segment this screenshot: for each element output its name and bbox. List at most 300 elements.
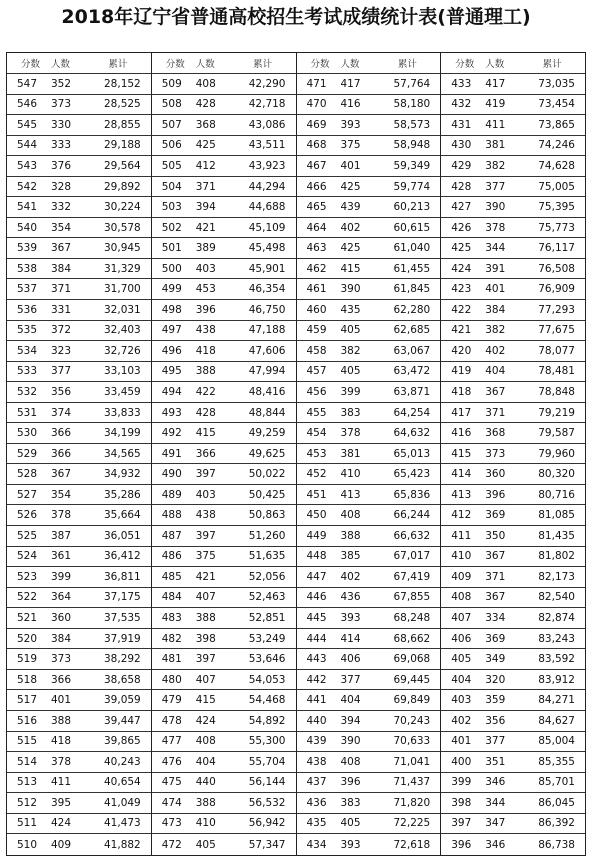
page-title: 2018年辽宁省普通高校招生考试成绩统计表(普通理工) (61, 6, 531, 28)
cumulative-cell: 56,144 (248, 776, 286, 789)
count-cell: 390 (340, 283, 361, 296)
cumulative-cell: 52,851 (248, 611, 286, 624)
score-cell: 401 (451, 735, 472, 748)
score-table (6, 52, 586, 856)
cumulative-cell: 29,564 (104, 159, 141, 172)
table-blocks (7, 53, 585, 855)
table-column-block (151, 53, 296, 855)
cumulative-cell: 51,260 (248, 529, 286, 542)
count-cell: 418 (195, 344, 216, 357)
score-cell: 512 (17, 796, 38, 809)
score-cell: 495 (161, 365, 182, 378)
table-row (7, 773, 151, 794)
score-cell: 424 (451, 262, 472, 275)
count-cell: 387 (51, 529, 72, 542)
table-row (441, 341, 585, 362)
cumulative-cell: 49,625 (248, 447, 286, 460)
table-row (152, 773, 296, 794)
score-cell: 430 (451, 139, 472, 152)
count-cell: 412 (195, 159, 216, 172)
cumulative-cell: 38,658 (104, 673, 141, 686)
score-cell: 451 (306, 488, 327, 501)
score-cell: 511 (17, 817, 38, 830)
count-cell: 384 (51, 262, 72, 275)
cumulative-cell: 86,392 (538, 817, 575, 830)
score-cell: 485 (161, 570, 182, 583)
score-header: 分数 (455, 59, 475, 70)
count-cell: 384 (485, 303, 506, 316)
table-row (441, 814, 585, 835)
table-row (7, 197, 151, 218)
table-row (441, 218, 585, 239)
table-column-block (296, 53, 441, 855)
score-cell: 506 (161, 139, 182, 152)
table-row (441, 732, 585, 753)
cumulative-cell: 41,049 (104, 796, 141, 809)
cumulative-cell: 28,152 (104, 77, 141, 90)
cumulative-cell: 82,540 (538, 591, 575, 604)
score-cell: 460 (306, 303, 327, 316)
count-cell: 388 (195, 796, 216, 809)
cumulative-cell: 62,280 (393, 303, 431, 316)
score-cell: 469 (306, 118, 327, 131)
score-cell: 464 (306, 221, 327, 234)
table-row (7, 95, 151, 116)
score-cell: 473 (161, 817, 182, 830)
cumulative-cell: 45,901 (248, 262, 286, 275)
score-cell: 419 (451, 365, 472, 378)
table-row (152, 711, 296, 732)
count-cell: 397 (195, 468, 216, 481)
count-cell: 328 (51, 180, 72, 193)
score-cell: 491 (161, 447, 182, 460)
table-row (297, 403, 441, 424)
cumulative-cell: 40,243 (104, 755, 141, 768)
count-cell: 401 (340, 159, 361, 172)
table-row (441, 95, 585, 116)
score-cell: 521 (17, 611, 38, 624)
count-cell: 331 (51, 303, 72, 316)
score-cell: 509 (161, 77, 182, 90)
count-cell: 377 (485, 735, 506, 748)
count-cell: 389 (195, 242, 216, 255)
count-cell: 346 (485, 776, 506, 789)
table-row (7, 793, 151, 814)
table-row (297, 423, 441, 444)
count-cell: 366 (195, 447, 216, 460)
table-row (152, 197, 296, 218)
count-cell: 425 (195, 139, 216, 152)
cumulative-cell: 61,455 (393, 262, 431, 275)
score-cell: 465 (306, 201, 327, 214)
count-cell: 350 (485, 529, 506, 542)
cumulative-cell: 49,259 (248, 427, 286, 440)
table-row (441, 629, 585, 650)
score-cell: 494 (161, 385, 182, 398)
score-cell: 475 (161, 776, 182, 789)
score-cell: 520 (17, 632, 38, 645)
cumulative-cell: 50,425 (248, 488, 286, 501)
count-header: 人数 (51, 59, 71, 70)
table-row (441, 403, 585, 424)
score-cell: 537 (17, 283, 38, 296)
table-row (297, 238, 441, 259)
score-cell: 447 (306, 570, 327, 583)
count-cell: 371 (51, 283, 72, 296)
cumulative-cell: 76,117 (538, 242, 575, 255)
score-cell: 432 (451, 98, 472, 111)
table-row (7, 588, 151, 609)
cumulative-cell: 54,892 (248, 714, 286, 727)
count-cell: 421 (195, 221, 216, 234)
score-cell: 492 (161, 427, 182, 440)
count-cell: 393 (340, 118, 361, 131)
count-cell: 368 (485, 427, 506, 440)
cumulative-cell: 31,700 (104, 283, 141, 296)
count-cell: 364 (51, 591, 72, 604)
table-row (441, 547, 585, 568)
count-cell: 377 (340, 673, 361, 686)
cumulative-cell: 58,573 (393, 118, 431, 131)
cumulative-cell: 37,535 (104, 611, 141, 624)
count-cell: 404 (485, 365, 506, 378)
table-row (297, 567, 441, 588)
count-cell: 359 (485, 694, 506, 707)
count-cell: 385 (340, 550, 361, 563)
count-cell: 403 (195, 262, 216, 275)
cumulative-cell: 85,355 (538, 755, 575, 768)
table-row (7, 567, 151, 588)
count-cell: 383 (340, 796, 361, 809)
score-cell: 487 (161, 529, 182, 542)
table-row (7, 300, 151, 321)
table-row (441, 773, 585, 794)
score-cell: 546 (17, 98, 38, 111)
count-cell: 388 (195, 611, 216, 624)
table-row (297, 608, 441, 629)
score-cell: 515 (17, 735, 38, 748)
table-row (297, 547, 441, 568)
score-cell: 525 (17, 529, 38, 542)
score-cell: 448 (306, 550, 327, 563)
score-cell: 498 (161, 303, 182, 316)
cumulative-cell: 63,871 (393, 385, 431, 398)
score-cell: 420 (451, 344, 472, 357)
score-cell: 481 (161, 653, 182, 666)
table-row (152, 629, 296, 650)
table-row (297, 197, 441, 218)
cumulative-cell: 73,454 (538, 98, 575, 111)
score-cell: 508 (161, 98, 182, 111)
count-cell: 378 (51, 755, 72, 768)
count-cell: 405 (340, 324, 361, 337)
count-cell: 415 (195, 694, 216, 707)
table-row (441, 588, 585, 609)
table-row (152, 136, 296, 157)
cumulative-cell: 29,188 (104, 139, 141, 152)
count-cell: 408 (195, 735, 216, 748)
count-cell: 402 (340, 570, 361, 583)
table-row (7, 444, 151, 465)
count-cell: 415 (195, 427, 216, 440)
table-row (152, 321, 296, 342)
count-cell: 360 (485, 468, 506, 481)
table-row (441, 670, 585, 691)
count-cell: 404 (340, 694, 361, 707)
count-cell: 371 (195, 180, 216, 193)
table-row (441, 136, 585, 157)
cumulative-cell: 52,056 (248, 570, 286, 583)
score-cell: 542 (17, 180, 38, 193)
table-row (441, 464, 585, 485)
count-cell: 371 (485, 570, 506, 583)
count-cell: 367 (51, 468, 72, 481)
cumulative-cell: 47,188 (248, 324, 286, 337)
cumulative-cell: 54,468 (248, 694, 286, 707)
table-row (152, 649, 296, 670)
score-cell: 461 (306, 283, 327, 296)
score-cell: 528 (17, 468, 38, 481)
cumulative-cell: 39,447 (104, 714, 141, 727)
score-cell: 440 (306, 714, 327, 727)
table-row (7, 74, 151, 95)
score-cell: 477 (161, 735, 182, 748)
score-cell: 544 (17, 139, 38, 152)
cumulative-cell: 84,627 (538, 714, 575, 727)
count-cell: 372 (51, 324, 72, 337)
score-cell: 407 (451, 611, 472, 624)
score-cell: 414 (451, 468, 472, 481)
score-cell: 533 (17, 365, 38, 378)
score-cell: 504 (161, 180, 182, 193)
score-cell: 493 (161, 406, 182, 419)
cumulative-header: 累计 (108, 59, 128, 70)
cumulative-cell: 46,354 (248, 283, 286, 296)
score-cell: 484 (161, 591, 182, 604)
cumulative-cell: 77,675 (538, 324, 575, 337)
cumulative-cell: 78,481 (538, 365, 575, 378)
score-cell: 527 (17, 488, 38, 501)
cumulative-cell: 55,300 (248, 735, 286, 748)
table-row (152, 156, 296, 177)
score-cell: 406 (451, 632, 472, 645)
count-cell: 435 (340, 303, 361, 316)
table-row (152, 690, 296, 711)
score-cell: 438 (306, 755, 327, 768)
score-cell: 486 (161, 550, 182, 563)
table-row (152, 814, 296, 835)
score-cell: 505 (161, 159, 182, 172)
table-row (297, 259, 441, 280)
count-cell: 398 (195, 632, 216, 645)
count-cell: 407 (195, 673, 216, 686)
cumulative-cell: 73,865 (538, 118, 575, 131)
score-cell: 470 (306, 98, 327, 111)
score-cell: 409 (451, 570, 472, 583)
score-cell: 400 (451, 755, 472, 768)
count-cell: 383 (340, 406, 361, 419)
cumulative-cell: 68,248 (393, 611, 431, 624)
count-cell: 424 (51, 817, 72, 830)
table-row (152, 115, 296, 136)
cumulative-cell: 35,664 (104, 509, 141, 522)
score-header: 分数 (165, 59, 185, 70)
table-row (441, 649, 585, 670)
table-row (152, 279, 296, 300)
table-row (7, 464, 151, 485)
cumulative-cell: 32,031 (104, 303, 141, 316)
count-cell: 346 (485, 838, 506, 851)
table-row (441, 156, 585, 177)
count-cell: 404 (195, 755, 216, 768)
score-cell: 471 (306, 77, 327, 90)
table-row (7, 218, 151, 239)
cumulative-cell: 65,836 (393, 488, 431, 501)
score-cell: 410 (451, 550, 472, 563)
count-cell: 381 (340, 447, 361, 460)
count-cell: 356 (485, 714, 506, 727)
cumulative-cell: 56,532 (248, 796, 286, 809)
cumulative-cell: 34,199 (104, 427, 141, 440)
cumulative-cell: 34,565 (104, 447, 141, 460)
table-row (7, 547, 151, 568)
table-row (441, 300, 585, 321)
cumulative-cell: 69,068 (393, 653, 431, 666)
score-cell: 540 (17, 221, 38, 234)
table-row (7, 485, 151, 506)
cumulative-cell: 51,635 (248, 550, 286, 563)
count-cell: 394 (340, 714, 361, 727)
cumulative-cell: 32,403 (104, 324, 141, 337)
score-cell: 480 (161, 673, 182, 686)
count-cell: 424 (195, 714, 216, 727)
cumulative-cell: 35,286 (104, 488, 141, 501)
count-cell: 371 (485, 406, 506, 419)
score-cell: 532 (17, 385, 38, 398)
table-row (152, 423, 296, 444)
cumulative-cell: 58,180 (393, 98, 431, 111)
count-cell: 394 (195, 201, 216, 214)
score-cell: 415 (451, 447, 472, 460)
cumulative-cell: 84,271 (538, 694, 575, 707)
score-cell: 396 (451, 838, 472, 851)
count-cell: 396 (195, 303, 216, 316)
score-cell: 535 (17, 324, 38, 337)
table-row (441, 197, 585, 218)
count-cell: 425 (340, 242, 361, 255)
count-cell: 411 (485, 118, 506, 131)
table-row (152, 505, 296, 526)
score-cell: 454 (306, 427, 327, 440)
table-row (152, 259, 296, 280)
table-row (441, 752, 585, 773)
table-row (441, 485, 585, 506)
score-cell: 443 (306, 653, 327, 666)
score-cell: 468 (306, 139, 327, 152)
cumulative-cell: 67,419 (393, 570, 431, 583)
score-cell: 453 (306, 447, 327, 460)
cumulative-cell: 48,416 (248, 385, 286, 398)
score-cell: 423 (451, 283, 472, 296)
score-cell: 483 (161, 611, 182, 624)
table-row (297, 834, 441, 855)
cumulative-cell: 83,592 (538, 653, 575, 666)
table-row (152, 567, 296, 588)
table-header-row (297, 53, 441, 74)
table-row (7, 177, 151, 198)
table-row (7, 649, 151, 670)
score-cell: 490 (161, 468, 182, 481)
count-cell: 378 (51, 509, 72, 522)
cumulative-cell: 81,435 (538, 529, 575, 542)
count-cell: 354 (51, 221, 72, 234)
score-cell: 404 (451, 673, 472, 686)
score-cell: 516 (17, 714, 38, 727)
table-row (441, 423, 585, 444)
cumulative-cell: 63,067 (393, 344, 431, 357)
count-cell: 351 (485, 755, 506, 768)
table-row (152, 485, 296, 506)
table-row (441, 567, 585, 588)
table-row (441, 279, 585, 300)
table-row (7, 279, 151, 300)
count-cell: 417 (485, 77, 506, 90)
table-row (441, 115, 585, 136)
count-cell: 406 (340, 653, 361, 666)
cumulative-cell: 70,243 (393, 714, 431, 727)
table-row (7, 341, 151, 362)
cumulative-cell: 78,848 (538, 385, 575, 398)
count-cell: 382 (340, 344, 361, 357)
table-row (297, 711, 441, 732)
score-cell: 478 (161, 714, 182, 727)
table-row (297, 444, 441, 465)
score-cell: 417 (451, 406, 472, 419)
cumulative-cell: 47,994 (248, 365, 286, 378)
cumulative-cell: 46,750 (248, 303, 286, 316)
count-cell: 360 (51, 611, 72, 624)
table-row (441, 444, 585, 465)
count-cell: 382 (485, 324, 506, 337)
cumulative-cell: 30,224 (104, 201, 141, 214)
cumulative-cell: 32,726 (104, 344, 141, 357)
score-cell: 458 (306, 344, 327, 357)
table-row (297, 218, 441, 239)
table-row (152, 793, 296, 814)
cumulative-cell: 60,615 (393, 221, 431, 234)
count-cell: 413 (340, 488, 361, 501)
count-cell: 330 (51, 118, 72, 131)
count-cell: 402 (340, 221, 361, 234)
table-row (297, 177, 441, 198)
score-cell: 437 (306, 776, 327, 789)
cumulative-cell: 80,320 (538, 468, 575, 481)
score-cell: 462 (306, 262, 327, 275)
score-cell: 413 (451, 488, 472, 501)
table-row (441, 711, 585, 732)
cumulative-cell: 81,802 (538, 550, 575, 563)
count-cell: 390 (485, 201, 506, 214)
cumulative-cell: 69,849 (393, 694, 431, 707)
count-cell: 399 (51, 570, 72, 583)
cumulative-cell: 44,688 (248, 201, 286, 214)
count-cell: 367 (485, 550, 506, 563)
score-cell: 523 (17, 570, 38, 583)
count-cell: 393 (340, 611, 361, 624)
count-cell: 391 (485, 262, 506, 275)
score-cell: 442 (306, 673, 327, 686)
count-cell: 344 (485, 796, 506, 809)
